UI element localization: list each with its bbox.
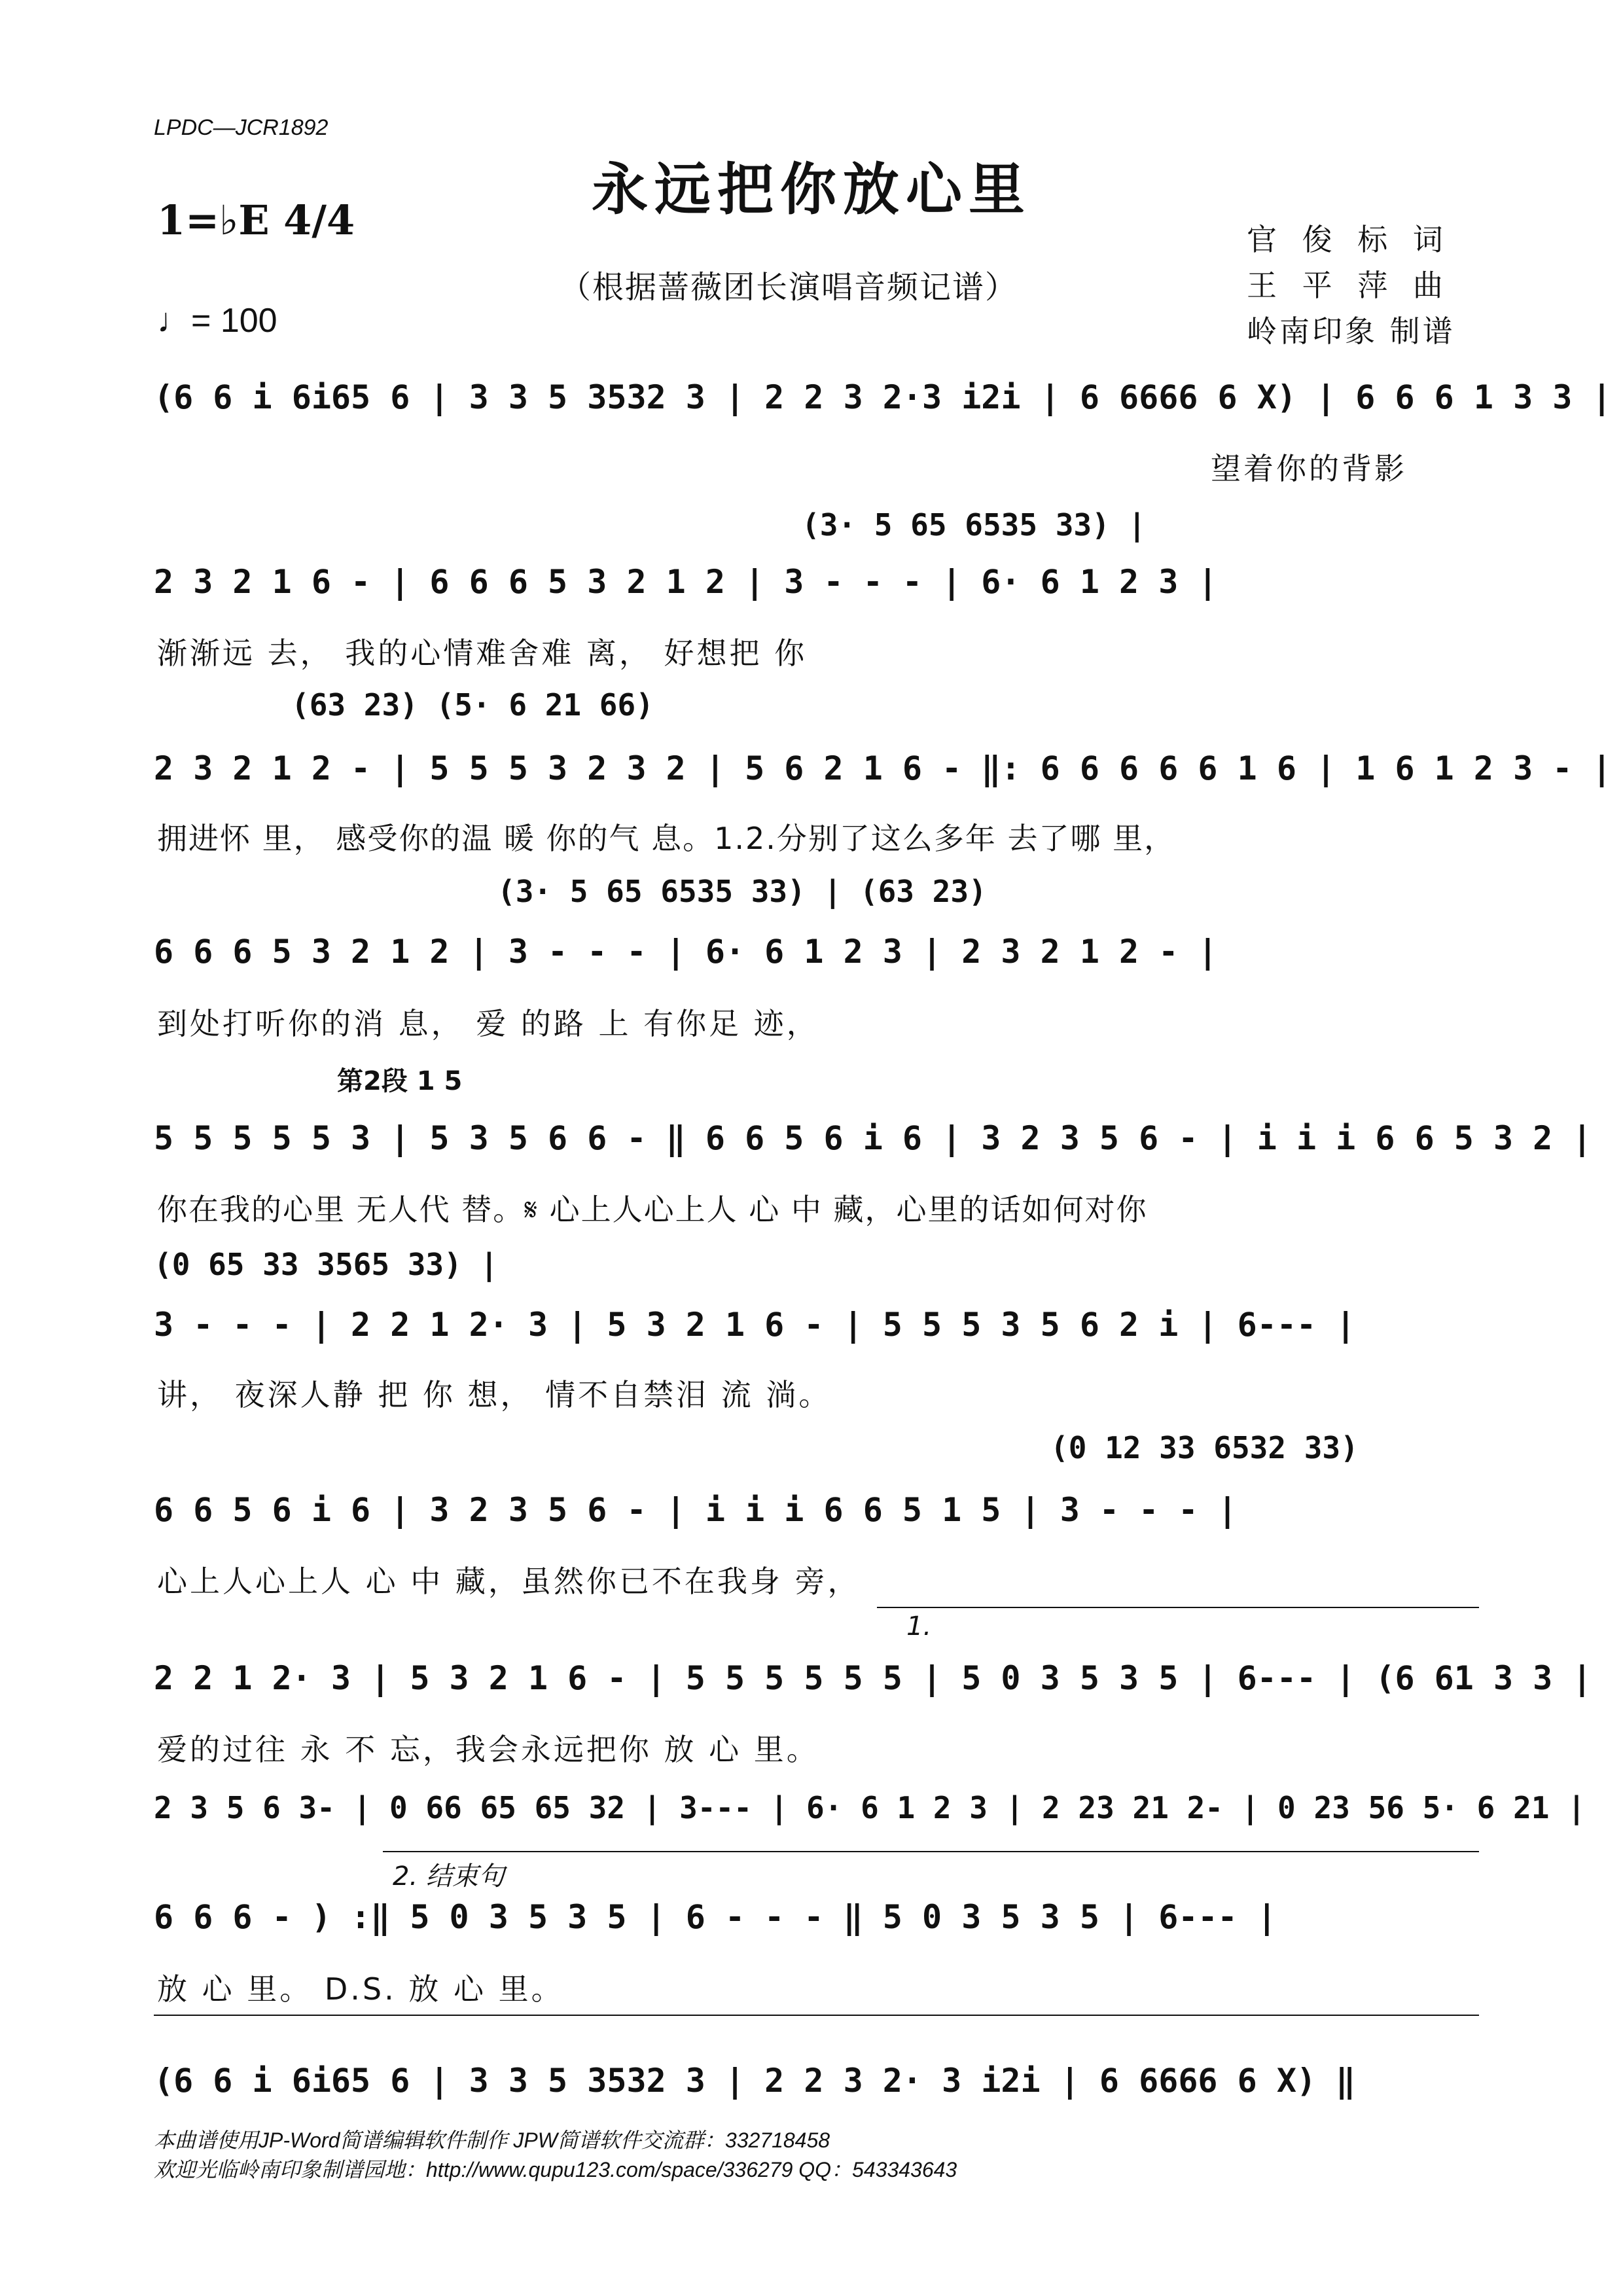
footer-software-note: 本曲谱使用JP-Word简谱编辑软件制作 JPW简谱软件交流群：332718458: [154, 2128, 830, 2152]
lyricist-credit: 官 俊 标 词: [1247, 222, 1451, 257]
volta-1-label: 1.: [906, 1611, 932, 1641]
notes-line: 2 2 1 2· 3 | 5 3 2 1 6 - | 5 5 5 5 5 5 | 5 0 3 5 3 5 | 6--- | (6 61 3 3 |: [154, 1659, 1592, 1697]
footer-website-note: 欢迎光临岭南印象制谱园地：http://www.qupu123.com/space/336279 QQ：543343643: [154, 2158, 957, 2181]
score-code: LPDC—JCR1892: [154, 115, 329, 140]
coda-notes-line: (6 6 i 6i65 6 | 3 3 5 3532 3 | 2 2 3 2· 3 i2i | 6 6666 6 X) ‖: [154, 2062, 1356, 2100]
lyrics-line: 讲， 夜深人静 把 你 想， 情不自禁泪 流 淌。: [157, 1377, 832, 1412]
lyrics-line: 爱的过往 永 不 忘，我会永远把你 放 心 里。: [157, 1732, 819, 1767]
volta-bracket-2: [383, 1851, 1479, 1852]
notes-line: 6 6 6 5 3 2 1 2 | 3 - - - | 6· 6 1 2 3 | 2 3 2 1 2 - |: [154, 933, 1218, 971]
notes-line: 5 5 5 5 5 3 | 5 3 5 6 6 - ‖ 6 6 5 6 i 6 | 3 2 3 5 6 - | i i i 6 6 5 3 2 |: [154, 1119, 1592, 1157]
volta-2-label: 2. 结束句: [393, 1861, 505, 1892]
prelude-line: (63 23) (5· 6 21 66): [291, 687, 654, 723]
interlude-notes-line: 2 3 5 6 3- | 0 66 65 65 32 | 3--- | 6· 6 1 2 3 | 2 23 21 2- | 0 23 56 5· 6 21 |: [154, 1790, 1586, 1825]
prelude-line: (0 12 33 6532 33): [1050, 1430, 1359, 1465]
key-signature: 1=♭E 4/4: [157, 196, 355, 244]
tempo-mark: ♩= 100: [157, 302, 277, 340]
notes-line: 2 3 2 1 2 - | 5 5 5 3 2 3 2 | 5 6 2 1 6 - ‖: 6 6 6 6 6 1 6 | 1 6 1 2 3 - |: [154, 749, 1612, 787]
song-title: 永远把你放心里: [592, 156, 1031, 223]
lyrics-line: 到处打听你的消 息， 爱 的路 上 有你足 迹，: [157, 1006, 819, 1041]
notes-line: 6 6 5 6 i 6 | 3 2 3 5 6 - | i i i 6 6 5 1 5 | 3 - - - |: [154, 1491, 1238, 1529]
subtitle: （根据蔷薇团长演唱音频记谱）: [560, 269, 1018, 306]
volta-bracket-1: [877, 1607, 1479, 1608]
coda-bracket: [154, 2015, 1479, 2016]
lyrics-line: 心上人心上人 心 中 藏，虽然你已不在我身 旁，: [157, 1564, 861, 1599]
transcriber-credit: 岭南印象 制谱: [1247, 314, 1455, 349]
composer-credit: 王 平 萍 曲: [1247, 268, 1451, 303]
prelude-line: (0 65 33 3565 33) |: [154, 1247, 499, 1282]
prelude-line: (3· 5 65 6535 33) | (63 23): [497, 874, 987, 909]
lyrics-line: 渐渐远 去， 我的心情难舍难 离， 好想把 你: [157, 636, 808, 671]
notes-line: 3 - - - | 2 2 1 2· 3 | 5 3 2 1 6 - | 5 5 5 3 5 6 2 i | 6--- |: [154, 1306, 1356, 1344]
verse-2-label: 第2段 1 5: [337, 1066, 463, 1096]
lyrics-line: 望着你的背影: [1211, 451, 1407, 486]
prelude-line: (3· 5 65 6535 33) |: [802, 507, 1147, 543]
notes-line: 6 6 6 - ) :‖ 5 0 3 5 3 5 | 6 - - - ‖ 5 0 3 5 3 5 | 6--- |: [154, 1898, 1277, 1936]
lyrics-line: 你在我的心里 无人代 替。𝄋 心上人心上人 心 中 藏，心里的话如何对你: [157, 1192, 1148, 1227]
notes-line: 2 3 2 1 6 - | 6 6 6 5 3 2 1 2 | 3 - - - | 6· 6 1 2 3 |: [154, 563, 1218, 601]
notes-line: (6 6 i 6i65 6 | 3 3 5 3532 3 | 2 2 3 2·3 i2i | 6 6666 6 X) | 6 6 6 1 3 3 |: [154, 378, 1612, 416]
lyrics-line: 拥进怀 里， 感受你的温 暖 你的气 息。1.2.分别了这么多年 去了哪 里，: [157, 821, 1176, 856]
lyrics-line: 放 心 里。 D.S. 放 心 里。: [157, 1971, 564, 2007]
